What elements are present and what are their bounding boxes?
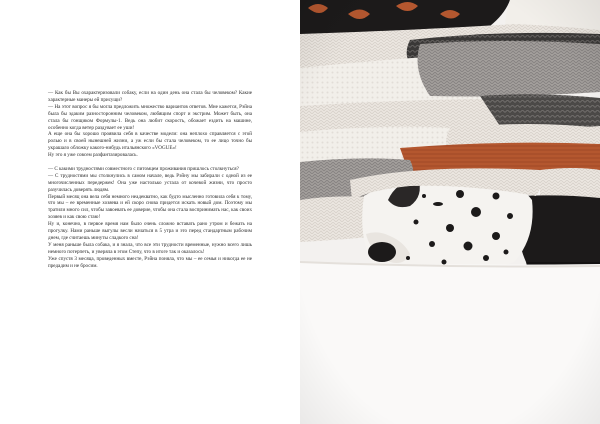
- paragraph: Уже спустя 3 месяца, проведенных вместе, Рэйна поняла, что мы – ее семья и никогда ее не предадим и не бросим.: [48, 255, 252, 269]
- dog-sweater-photo: [300, 0, 600, 424]
- paragraph: — На этот вопрос я бы могла предложить множество вариантов ответов. Мне кажется, Рэйна была бы эдаким разносторонним человеком, любящим спорт и экстрим. Может быть, она стала бы гонщиком Формулы-1. Ведь она любит скорость, обожает ездить на машине, особенно когда ветер раздувает ее уши!: [48, 103, 252, 131]
- paragraph: Ну и, конечно, в первое время нам было очень сложно вставать рано утром и бежать на прогулку. Нами раньше выгулы весли начаться в 5 утра и это перед стандартным рабочим днем, где считаешь минуты сладкого сна!: [48, 221, 252, 242]
- paragraph-gap: [48, 159, 252, 166]
- right-page: [300, 0, 600, 424]
- paragraph: Ну это я уже совсем разфантазировалась.: [48, 152, 138, 159]
- paragraph: У меня раньше была собака, и я знала, что все эти трудности временные, нужно всего лишь немного потерпеть, и уверяла в этом Степу, что в итоге так и оказалось!: [48, 241, 252, 255]
- paragraph: Первый месяц она вела себя немного неадекватно, как будто мысленно готовила себя к тому, что мы – ее временные хозяева и ей скоро снова придется искать новый дом. Поэтому мы тратили много сил, чтобы завоевать ее доверие, чтобы она стала воспринимать нас, как своих хозяев и как свою стаю!: [48, 193, 252, 221]
- paragraph: — С какими трудностями совместного с питомцем проживания пришлось столкнуться?: [48, 165, 239, 172]
- interview-text: [48, 90, 252, 270]
- paragraph: А еще она бы хорошо проявила себя в качестве модели: она неплохо справляется с этой ролью и в своей нынешней жизни, а уж если бы стала человеком, то ее лицо точно бы украшало обложку какого-нибудь итальянского «VOGUE»!: [48, 131, 252, 152]
- paragraph: — Как бы Вы охарактеризовали собаку, если на один день она стала бы человеком? Какие характерные манеры ей присущи?: [48, 90, 252, 103]
- paragraph: — С трудностями мы столкнулись в самом начале, ведь Рэйну мы забирали с одной из ее многочисленных передержек! Она уже настолько устала от кочевой жизни, что просто разучилась доверять людям.: [48, 172, 252, 193]
